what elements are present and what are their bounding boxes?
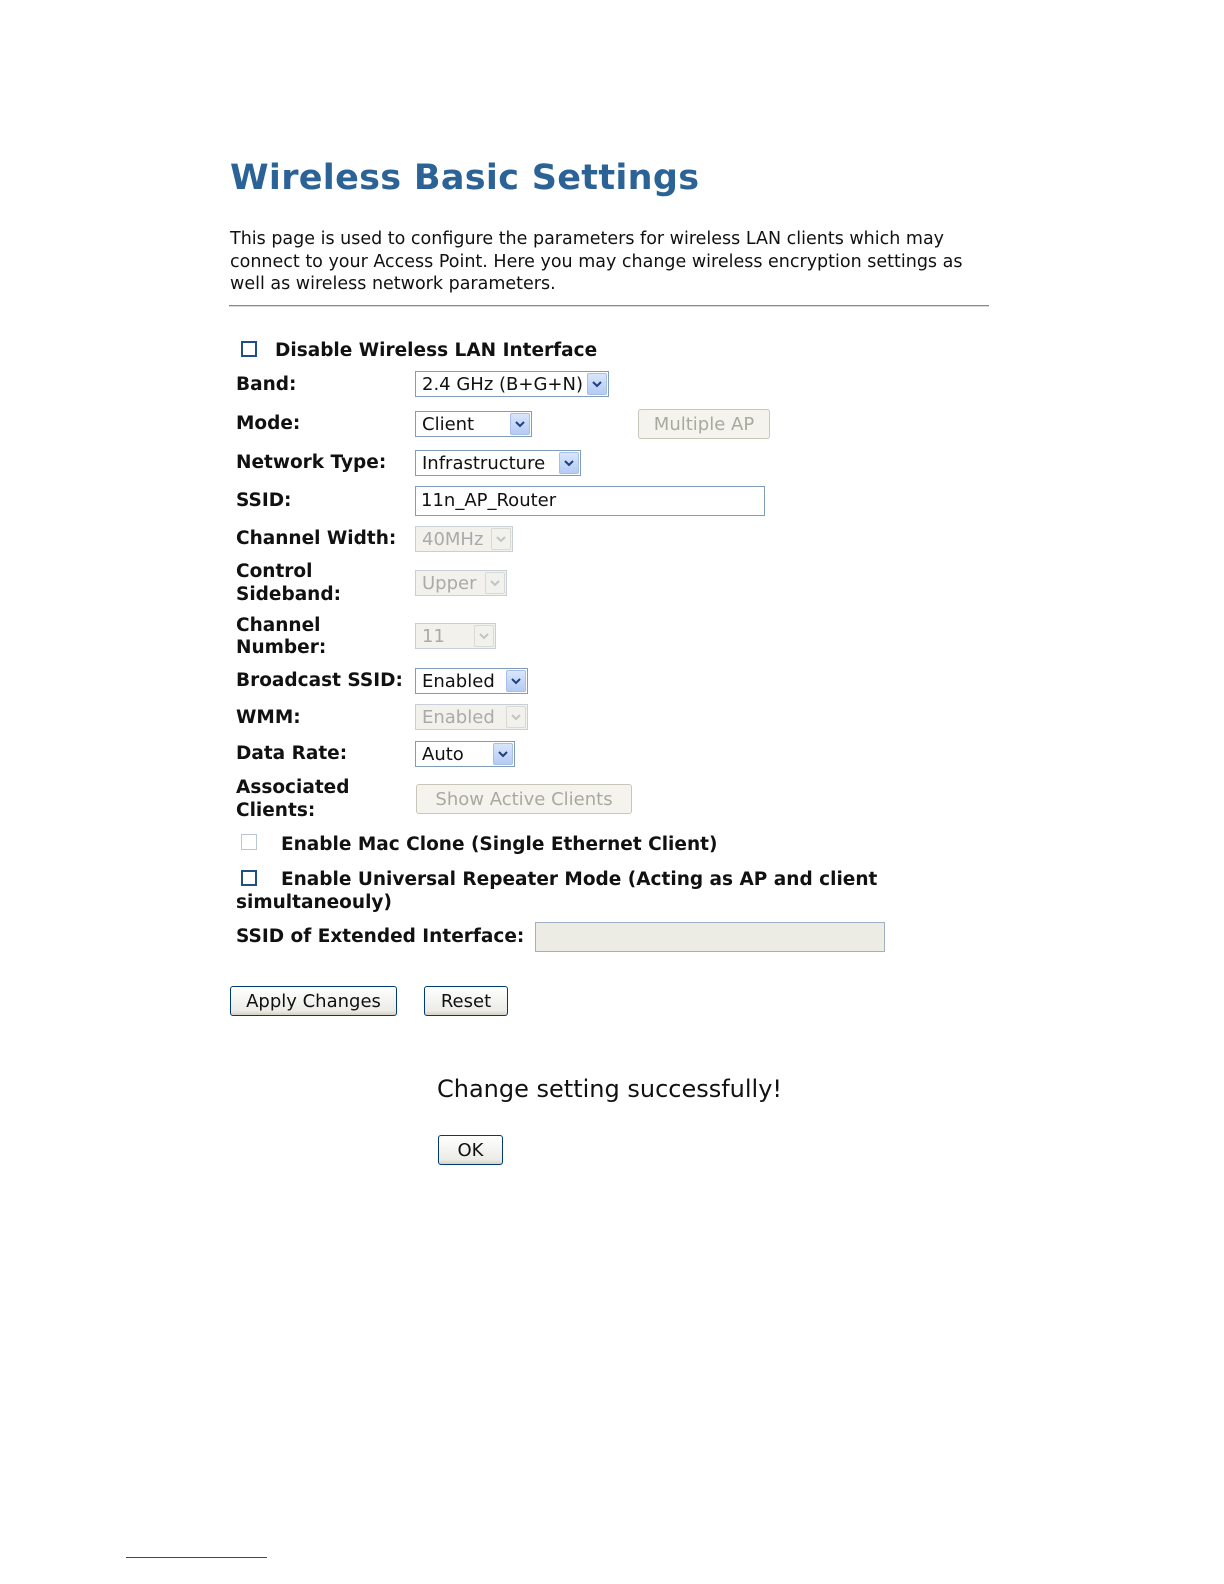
channel-number-value: 11 [422,625,445,647]
control-sideband-label: Control [236,561,313,582]
data-rate-label: Data Rate: [236,743,348,764]
control-sideband-value: Upper [422,572,477,594]
data-rate-select[interactable] [415,741,515,767]
control-sideband-label-line2: Sideband: [236,584,341,605]
mac-clone-label: Enable Mac Clone (Single Ethernet Client) [281,834,718,855]
chevron-down-icon [474,625,494,647]
network-type-value: Infrastructure [422,452,546,474]
ssid-extended-input[interactable] [535,922,885,952]
multiple-ap-button[interactable]: Multiple AP [638,409,770,439]
chevron-down-icon [506,706,526,728]
chevron-down-icon [559,452,579,474]
chevron-down-icon [485,572,505,594]
chevron-down-icon [491,528,511,550]
control-sideband-select[interactable] [415,570,507,596]
network-type-label: Network Type: [236,452,387,473]
universal-repeater-checkbox[interactable] [241,870,257,886]
data-rate-value: Auto [422,743,464,765]
channel-width-label: Channel Width: [236,528,397,549]
channel-number-label: Channel [236,615,321,636]
mode-value: Client [422,413,475,435]
universal-repeater-label: Enable Universal Repeater Mode (Acting as AP and client [281,869,878,890]
ssid-input[interactable]: 11n_AP_Router [415,486,765,516]
universal-repeater-label-line2: simultaneouly) [236,892,392,913]
ssid-label: SSID: [236,490,292,511]
broadcast-ssid-select[interactable] [415,668,528,694]
channel-width-value: 40MHz [422,528,484,550]
ssid-extended-label: SSID of Extended Interface: [236,926,525,947]
disable-wlan-label: Disable Wireless LAN Interface [275,340,598,361]
broadcast-ssid-value: Enabled [422,670,495,692]
associated-clients-label: Associated [236,777,350,798]
band-label: Band: [236,374,297,395]
mac-clone-checkbox[interactable] [241,834,257,850]
show-active-clients-button[interactable]: Show Active Clients [416,784,632,814]
network-type-select[interactable] [415,450,581,476]
wmm-select[interactable] [415,704,528,730]
chevron-down-icon [493,743,513,765]
success-message: Change setting successfully! [437,1075,783,1103]
apply-changes-button[interactable]: Apply Changes [230,986,397,1016]
channel-number-select[interactable] [415,623,496,649]
chevron-down-icon [587,373,607,395]
reset-button[interactable]: Reset [424,986,508,1016]
chevron-down-icon [510,413,530,435]
channel-width-select[interactable] [415,526,513,552]
disable-wlan-checkbox[interactable] [241,341,257,357]
band-select[interactable] [415,371,609,397]
divider [229,305,989,307]
associated-clients-label-line2: Clients: [236,800,316,821]
wmm-label: WMM: [236,707,301,728]
broadcast-ssid-label: Broadcast SSID: [236,670,403,691]
page-title: Wireless Basic Settings [230,158,700,198]
footer-divider [126,1557,267,1558]
mode-label: Mode: [236,413,301,434]
channel-number-label-line2: Number: [236,637,327,658]
ok-button[interactable]: OK [438,1135,503,1165]
mode-select[interactable] [415,411,532,437]
page-description: This page is used to configure the parameters for wireless LAN clients which may connect to your Access Point. Here you may change wireless encryption settings as well as wireless network parameters. [230,229,963,294]
band-value: 2.4 GHz (B+G+N) [422,373,583,395]
chevron-down-icon [506,670,526,692]
wmm-value: Enabled [422,706,495,728]
